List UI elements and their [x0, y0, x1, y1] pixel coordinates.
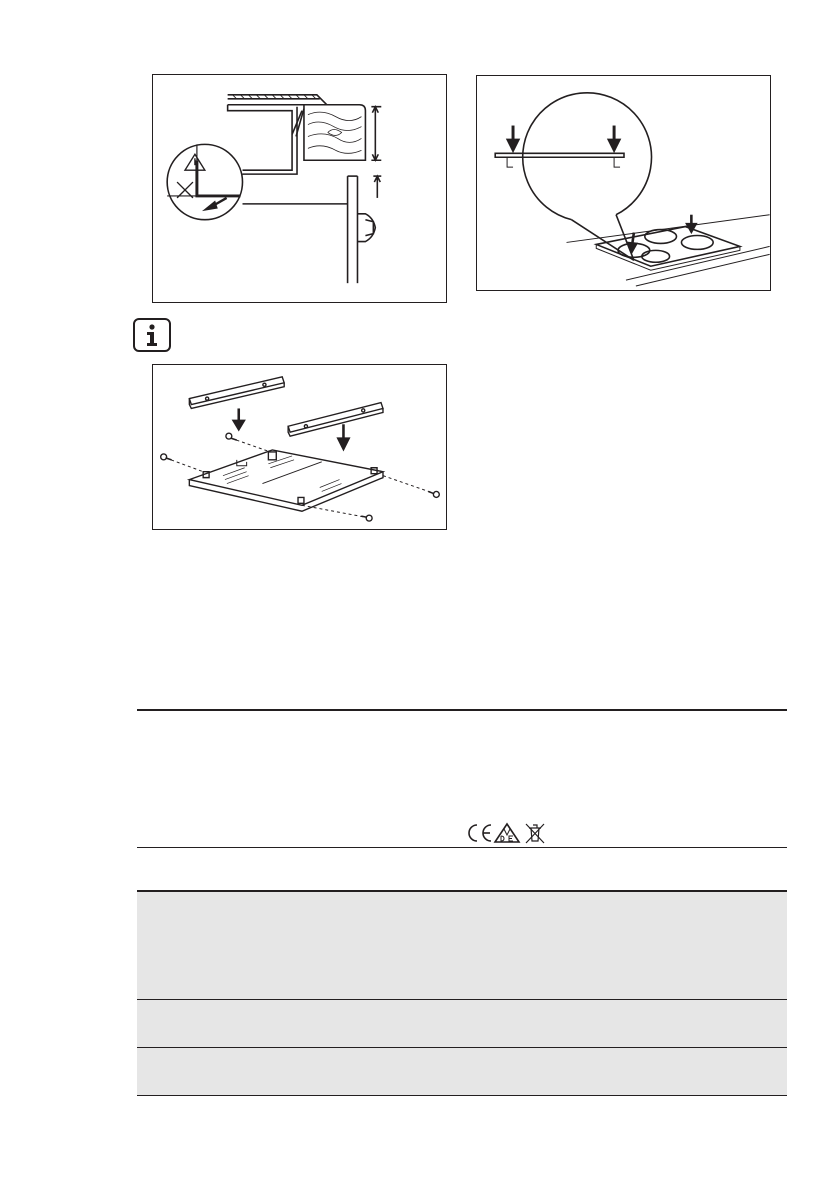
hob-placement-drawing [477, 76, 770, 290]
installation-detail-drawing [153, 75, 446, 302]
vde-mark-icon [495, 824, 519, 842]
mounting-brackets-figure [152, 364, 447, 530]
weee-bin-icon [526, 824, 544, 843]
hob-placement-figure [476, 75, 771, 291]
table-row [137, 1000, 787, 1047]
table-row [137, 1048, 787, 1095]
table-bottom-rule [137, 1095, 787, 1096]
conformity-marks [463, 821, 553, 845]
info-icon [133, 318, 171, 352]
table-divider-1 [137, 847, 787, 848]
mounting-brackets-drawing [153, 365, 446, 529]
installation-detail-figure [152, 74, 447, 303]
ce-mark-icon [469, 825, 491, 841]
table-top-rule [137, 709, 787, 711]
table-row [137, 892, 787, 999]
